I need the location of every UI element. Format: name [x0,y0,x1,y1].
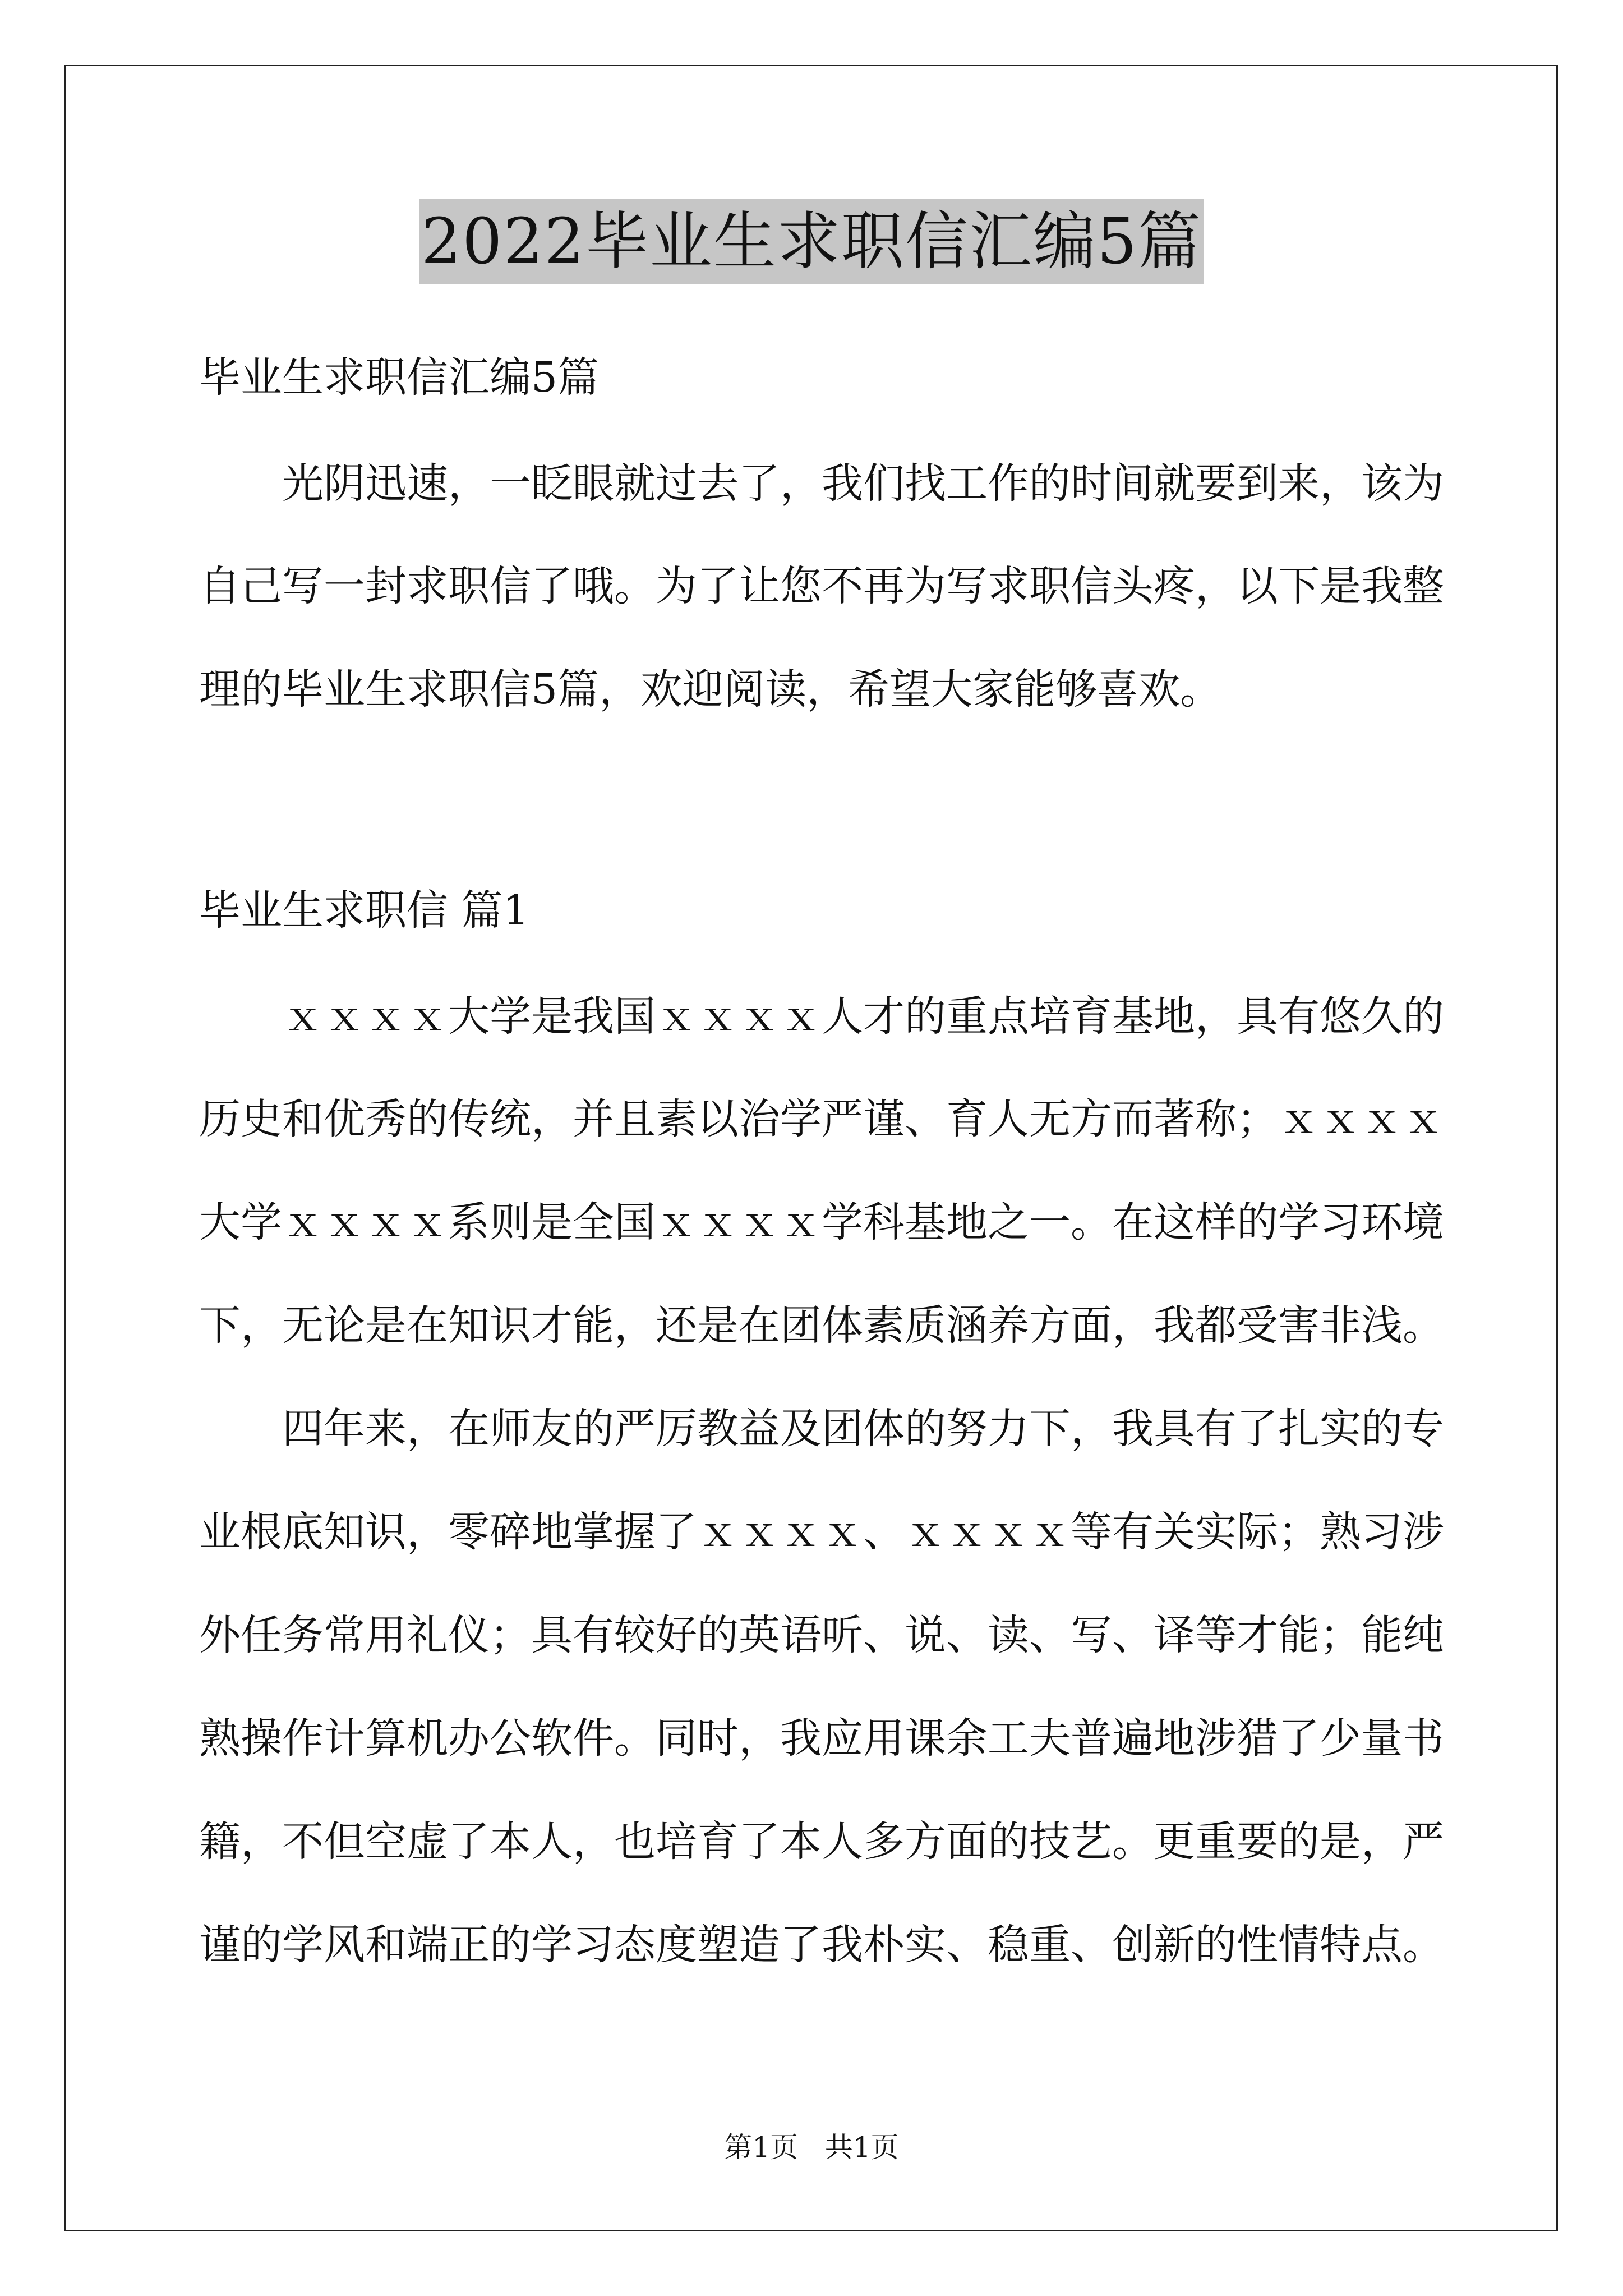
intro-line-3: 理的毕业生求职信5篇，欢迎阅读，希望大家能够喜欢。 [199,665,1222,714]
paragraph-2-line-3: 外任务常用礼仪；具有较好的英语听、说、读、写、译等才能；能纯 [199,1611,1444,1659]
intro-line-1: 光阴迅速，一眨眼就过去了，我们找工作的时间就要到来，该为 [282,459,1444,508]
paragraph-2-line-5: 籍，不但空虚了本人，也培育了本人多方面的技艺。更重要的是，严 [199,1818,1444,1866]
paragraph-2-line-1: 四年来，在师友的严厉教益及团体的努力下，我具有了扎实的专 [282,1405,1444,1453]
document-subtitle: 毕业生求职信汇编5篇 [199,353,600,402]
paragraph-1-line-1: ｘｘｘｘ大学是我国ｘｘｘｘ人才的重点培育基地，具有悠久的 [282,992,1444,1041]
document-title: 2022毕业生求职信汇编5篇 [419,199,1204,284]
paragraph-2-line-2: 业根底知识，零碎地掌握了ｘｘｘｘ、ｘｘｘｘ等有关实际；熟习涉 [199,1508,1444,1556]
paragraph-1-line-2: 历史和优秀的传统，并且素以治学严谨、育人无方而著称；ｘｘｘｘ [199,1095,1444,1143]
page-footer: 第1页 共1页 [724,2131,899,2164]
section-heading: 毕业生求职信 篇1 [199,886,529,935]
paragraph-1-line-4: 下，无论是在知识才能，还是在团体素质涵养方面，我都受害非浅。 [199,1301,1444,1350]
paragraph-1-line-3: 大学ｘｘｘｘ系则是全国ｘｘｘｘ学科基地之一。在这样的学习环境 [199,1198,1444,1246]
paragraph-2-line-6: 谨的学风和端正的学习态度塑造了我朴实、稳重、创新的性情特点。 [199,1921,1444,1969]
paragraph-2-line-4: 熟操作计算机办公软件。同时，我应用课余工夫普遍地涉猎了少量书 [199,1714,1444,1763]
title-container [0,199,1623,284]
intro-line-2: 自己写一封求职信了哦。为了让您不再为写求职信头疼，以下是我整 [199,562,1444,610]
